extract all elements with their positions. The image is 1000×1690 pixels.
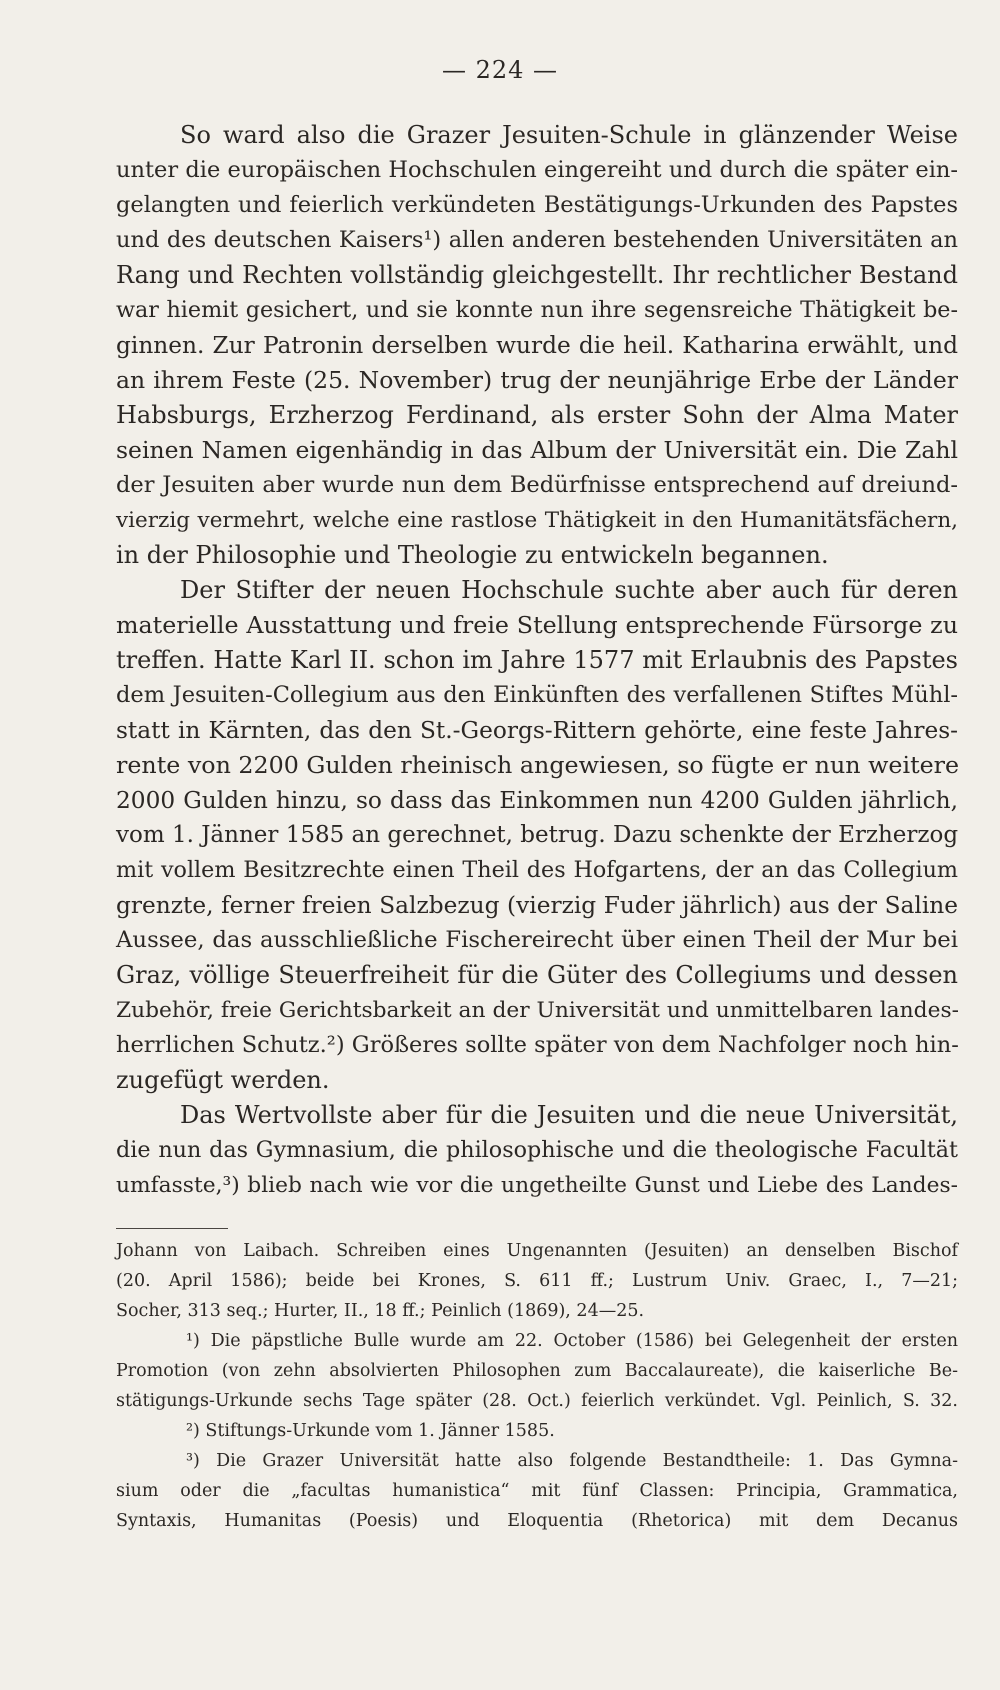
footnote-line: ³) Die Grazer Universität hatte also folgende Bestandtheile: 1. Das Gymna- — [186, 1451, 958, 1471]
text-line: vierzig vermehrt, welche eine rastlose Thätigkeit in den Humanitätsfächern, — [116, 508, 958, 533]
text-line: und des deutschen Kaisers¹) allen anderen bestehenden Universitäten an — [116, 227, 958, 253]
footnote-line: (20. April 1586); beide bei Krones, S. 611 ff.; Lustrum Univ. Graec, I., 7—21; — [116, 1271, 958, 1291]
body-text — [116, 118, 958, 1203]
text-line: gelangten und feierlich verkündeten Bestätigungs-Urkunden des Papstes — [116, 192, 958, 218]
text-line: Zubehör, freie Gerichtsbarkeit an der Universität und unmittelbaren landes- — [116, 998, 959, 1023]
text-line: ginnen. Zur Patronin derselben wurde die heil. Katharina erwählt, und — [116, 332, 958, 359]
text-line: war hiemit gesichert, und sie konnte nun ihre segensreiche Thätigkeit be- — [116, 297, 958, 323]
page-number: — 224 — — [441, 56, 559, 84]
text-line: umfasste,³) blieb nach wie vor die ungetheilte Gunst und Liebe des Landes- — [116, 1173, 958, 1198]
text-line: grenzte, ferner freien Salzbezug (vierzig Fuder jährlich) aus der Saline — [116, 892, 958, 919]
text-line: materielle Ausstattung und freie Stellung entsprechende Fürsorge zu — [116, 611, 958, 639]
footnote-line: Johann von Laibach. Schreiben eines Ungenannten (Jesuiten) an denselben Bischof — [116, 1241, 958, 1261]
text-line: die nun das Gymnasium, die philosophische und die theologische Facultät — [116, 1137, 958, 1163]
text-line: treffen. Hatte Karl II. schon im Jahre 1577 mit Erlaubnis des Papstes — [116, 646, 958, 674]
text-line: herrlichen Schutz.²) Größeres sollte später von dem Nachfolger noch hin- — [116, 1032, 959, 1058]
text-line: Aussee, das ausschließliche Fischereirecht über einen Theil der Mur bei — [116, 927, 958, 953]
footnote-divider — [116, 1228, 228, 1229]
footnote-line: stätigungs-Urkunde sechs Tage später (28. Oct.) feierlich verkündet. Vgl. Peinlich, S. 32. — [116, 1391, 958, 1411]
footnote-line: Promotion (von zehn absolvierten Philosophen zum Baccalaureate), die kaiserliche Be- — [116, 1361, 958, 1381]
text-line: in der Philosophie und Theologie zu entwickeln begannen. — [116, 541, 829, 569]
text-line: vom 1. Jänner 1585 an gerechnet, betrug. Dazu schenkte der Erzherzog — [116, 822, 959, 848]
text-line: Der Stifter der neuen Hochschule suchte aber auch für deren — [180, 576, 958, 604]
text-line: rente von 2200 Gulden rheinisch angewiesen, so fügte er nun weitere — [116, 751, 960, 779]
footnote-line: ²) Stiftungs-Urkunde vom 1. Jänner 1585. — [186, 1421, 555, 1441]
text-line: dem Jesuiten-Collegium aus den Einkünften des verfallenen Stiftes Mühl- — [116, 682, 958, 708]
text-line: statt in Kärnten, das den St.-Georgs-Rittern gehörte, eine feste Jahres- — [116, 717, 958, 744]
footnote-line: sium oder die „facultas humanistica“ mit fünf Classen: Principia, Grammatica, — [116, 1481, 958, 1501]
text-line: mit vollem Besitzrechte einen Theil des Hofgartens, der an das Collegium — [116, 857, 958, 883]
text-line: 2000 Gulden hinzu, so dass das Einkommen nun 4200 Gulden jährlich, — [116, 787, 958, 814]
text-line: seinen Namen eigenhändig in das Album der Universität ein. Die Zahl — [116, 436, 958, 464]
footnote-line: ¹) Die päpstliche Bulle wurde am 22. October (1586) bei Gelegenheit der ersten — [186, 1331, 958, 1351]
text-line: Rang und Rechten vollständig gleichgestellt. Ihr rechtlicher Bestand — [116, 261, 958, 289]
text-line: Habsburgs, Erzherzog Ferdinand, als erster Sohn der Alma Mater — [116, 401, 958, 429]
text-line: an ihrem Feste (25. November) trug der neunjährige Erbe der Länder — [116, 366, 958, 394]
footnote-line: Syntaxis, Humanitas (Poesis) und Eloquentia (Rhetorica) mit dem Decanus — [116, 1511, 958, 1531]
text-line: zugefügt werden. — [116, 1066, 330, 1094]
footnote-line: Socher, 313 seq.; Hurter, II., 18 ff.; Peinlich (1869), 24—25. — [116, 1301, 645, 1321]
text-line: unter die europäischen Hochschulen eingereiht und durch die später ein- — [116, 157, 958, 183]
footnotes — [116, 1236, 958, 1536]
text-line: Graz, völlige Steuerfreiheit für die Güter des Collegiums und dessen — [116, 961, 958, 989]
text-line: So ward also die Grazer Jesuiten-Schule in glänzender Weise — [180, 121, 958, 149]
text-line: der Jesuiten aber wurde nun dem Bedürfnisse entsprechend auf dreiund- — [116, 472, 958, 498]
text-line: Das Wertvollste aber für die Jesuiten und die neue Universität, — [180, 1101, 958, 1129]
